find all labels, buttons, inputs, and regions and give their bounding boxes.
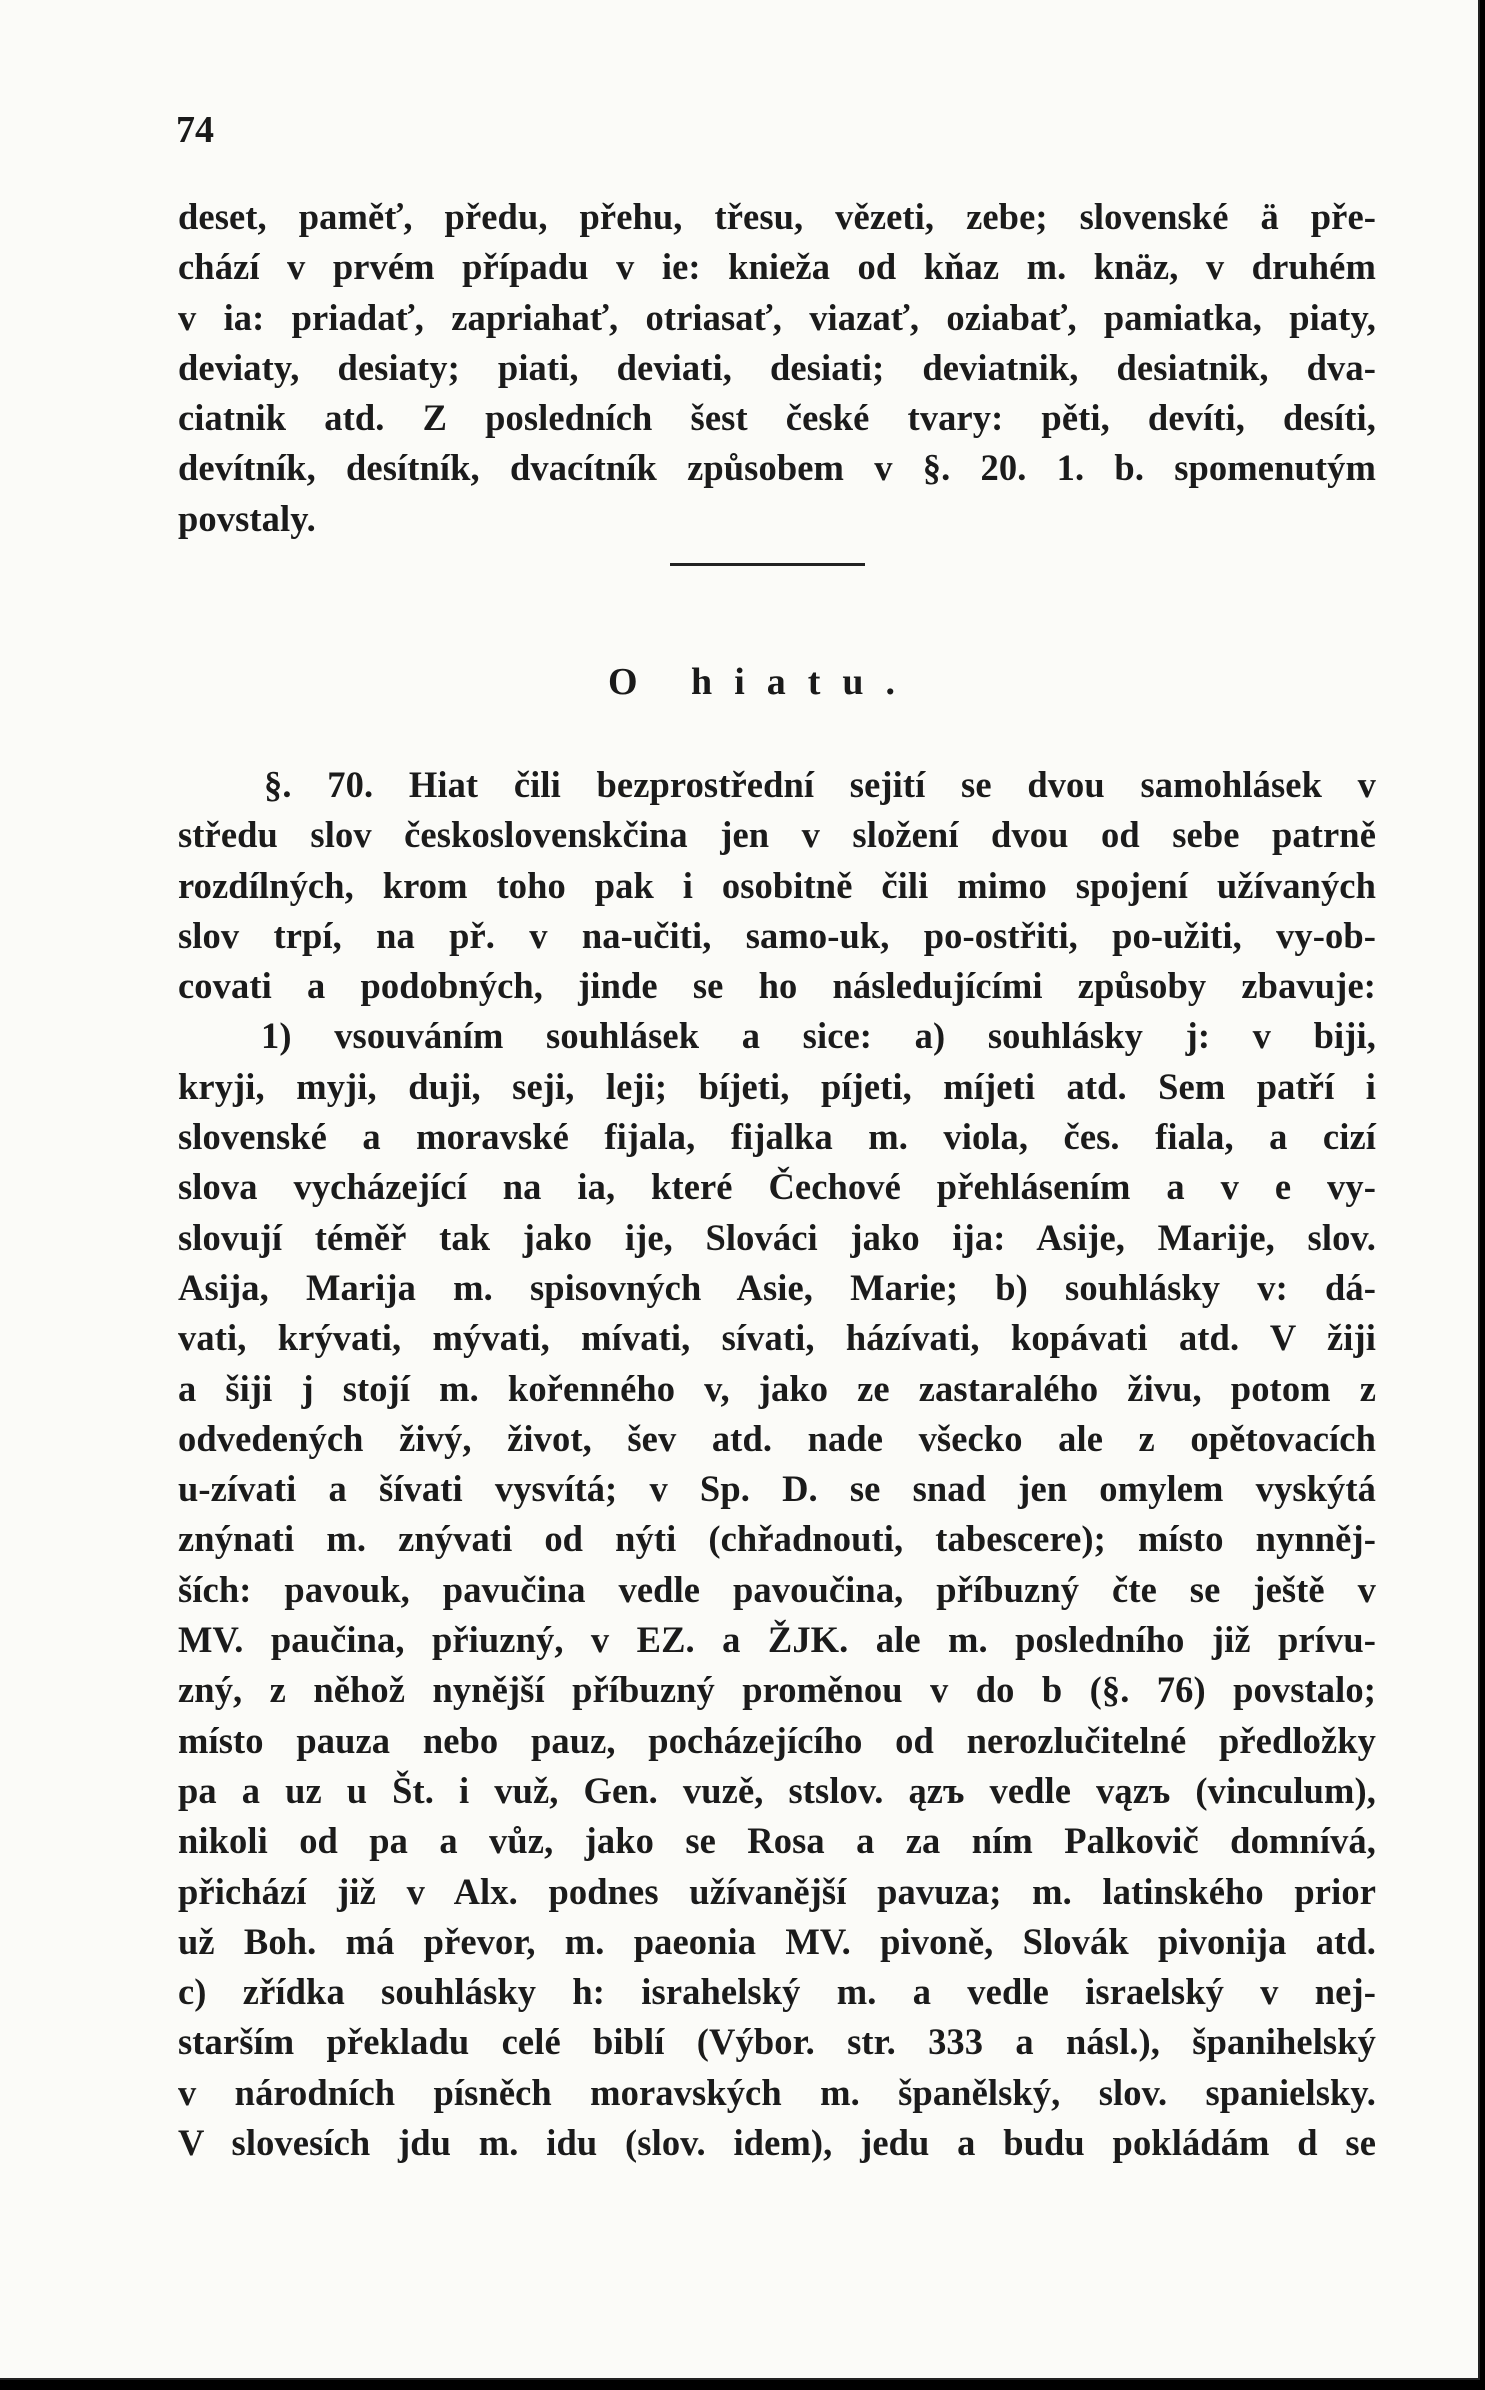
text-line: kryji, myji, duji, seji, leji; bíjeti, píjeti, míjeti atd. Sem patří i	[178, 1065, 1376, 1107]
text-line: V slovesích jdu m. idu (slov. idem), jedu a budu pokládám d se	[178, 2122, 1376, 2164]
text-line: středu slov československčina jen v složení dvou od sebe patrně	[178, 814, 1376, 856]
paragraph-intro	[178, 192, 1376, 544]
text-line: ších: pavouk, pavučina vedle pavoučina, příbuzný čte se ještě v	[178, 1568, 1376, 1610]
section-divider	[670, 563, 865, 566]
text-line: rozdílných, krom toho pak i osobitně čili mimo spojení užívaných	[178, 864, 1376, 906]
text-line: místo pauza nebo pauz, pocházejícího od nerozlučitelné předložky	[178, 1719, 1376, 1761]
text-line: a šiji j stojí m. kořenného v, jako ze zastaralého živu, potom z	[178, 1367, 1376, 1409]
text-line: devítník, desítník, dvacítník způsobem v §. 20. 1. b. spomenutým	[178, 447, 1376, 489]
text-line: už Boh. má převor, m. paeonia MV. pivoně, Slovák pivonija atd.	[178, 1920, 1376, 1962]
text-line: MV. paučina, přiuzný, v EZ. a ŽJK. ale m. posledního již prívu-	[178, 1619, 1376, 1661]
page-edge	[1480, 0, 1485, 2390]
text-line: odvedených živý, život, šev atd. nade všecko ale z opětovacích	[178, 1417, 1376, 1459]
text-line: Asija, Marija m. spisovných Asie, Marie; b) souhlásky v: dá-	[178, 1266, 1376, 1308]
text-line: přichází již v Alx. podnes užívanější pavuza; m. latinského prior	[178, 1870, 1376, 1912]
text-line: starším překladu celé biblí (Výbor. str. 333 a násl.), španihelský	[178, 2021, 1376, 2063]
text-line: vati, krývati, mývati, mívati, sívati, házívati, kopávati atd. V žiji	[178, 1317, 1376, 1359]
page-number: 74	[176, 109, 214, 151]
text-line: v národních písněch moravských m. španělský, slov. spanielsky.	[178, 2071, 1376, 2113]
text-line: zný, z něhož nynější příbuzný proměnou v do b (§. 76) povstalo;	[178, 1669, 1376, 1711]
text-line: slov trpí, na př. v na-učiti, samo-uk, po-ostřiti, po-užiti, vy-ob-	[178, 914, 1376, 956]
text-line: povstaly.	[178, 497, 316, 539]
text-line: chází v prvém případu v ie: knieža od kňaz m. knäz, v druhém	[178, 246, 1376, 288]
text-line: deset, paměť, předu, přehu, třesu, vězeti, zebe; slovenské ä pře-	[178, 196, 1376, 237]
text-line: pa a uz u Št. i vuž, Gen. vuzě, stslov. ązъ vedle vązъ (vinculum),	[178, 1769, 1376, 1811]
text-line: §. 70. Hiat čili bezprostřední sejití se dvou samohlásek v	[264, 764, 1376, 805]
section-heading: O hiatu.	[608, 661, 918, 703]
text-line: u-zívati a šívati vysvítá; v Sp. D. se snad jen omylem vyskýtá	[178, 1468, 1376, 1510]
text-line: slovenské a moravské fijala, fijalka m. viola, čes. fiala, a cizí	[178, 1116, 1376, 1158]
text-line: deviaty, desiaty; piati, deviati, desiati; deviatnik, desiatnik, dva-	[178, 346, 1376, 388]
text-line: c) zřídka souhlásky h: israhelský m. a vedle israelský v nej-	[178, 1971, 1376, 2013]
text-line: slovují téměř tak jako ije, Slováci jako ija: Asije, Marije, slov.	[178, 1216, 1376, 1258]
text-line: znýnati m. znývati od nýti (chřadnouti, tabescere); místo nynněj-	[178, 1518, 1376, 1560]
paragraph-hiatus	[178, 760, 1376, 2168]
text-line: ciatnik atd. Z posledních šest české tvary: pěti, devíti, desíti,	[178, 397, 1376, 439]
text-line: covati a podobných, jinde se ho následujícími způsoby zbavuje:	[178, 965, 1376, 1007]
text-line: v ia: priadať, zapriahať, otriasať, viazať, oziabať, pamiatka, piaty,	[178, 296, 1376, 338]
text-line: slova vycházející na ia, které Čechové přehlásením a v e vy-	[178, 1166, 1376, 1208]
text-line: nikoli od pa a vůz, jako se Rosa a za ním Palkovič domnívá,	[178, 1820, 1376, 1862]
text-line: 1) vsouváním souhlásek a sice: a) souhlásky j: v biji,	[261, 1015, 1376, 1057]
